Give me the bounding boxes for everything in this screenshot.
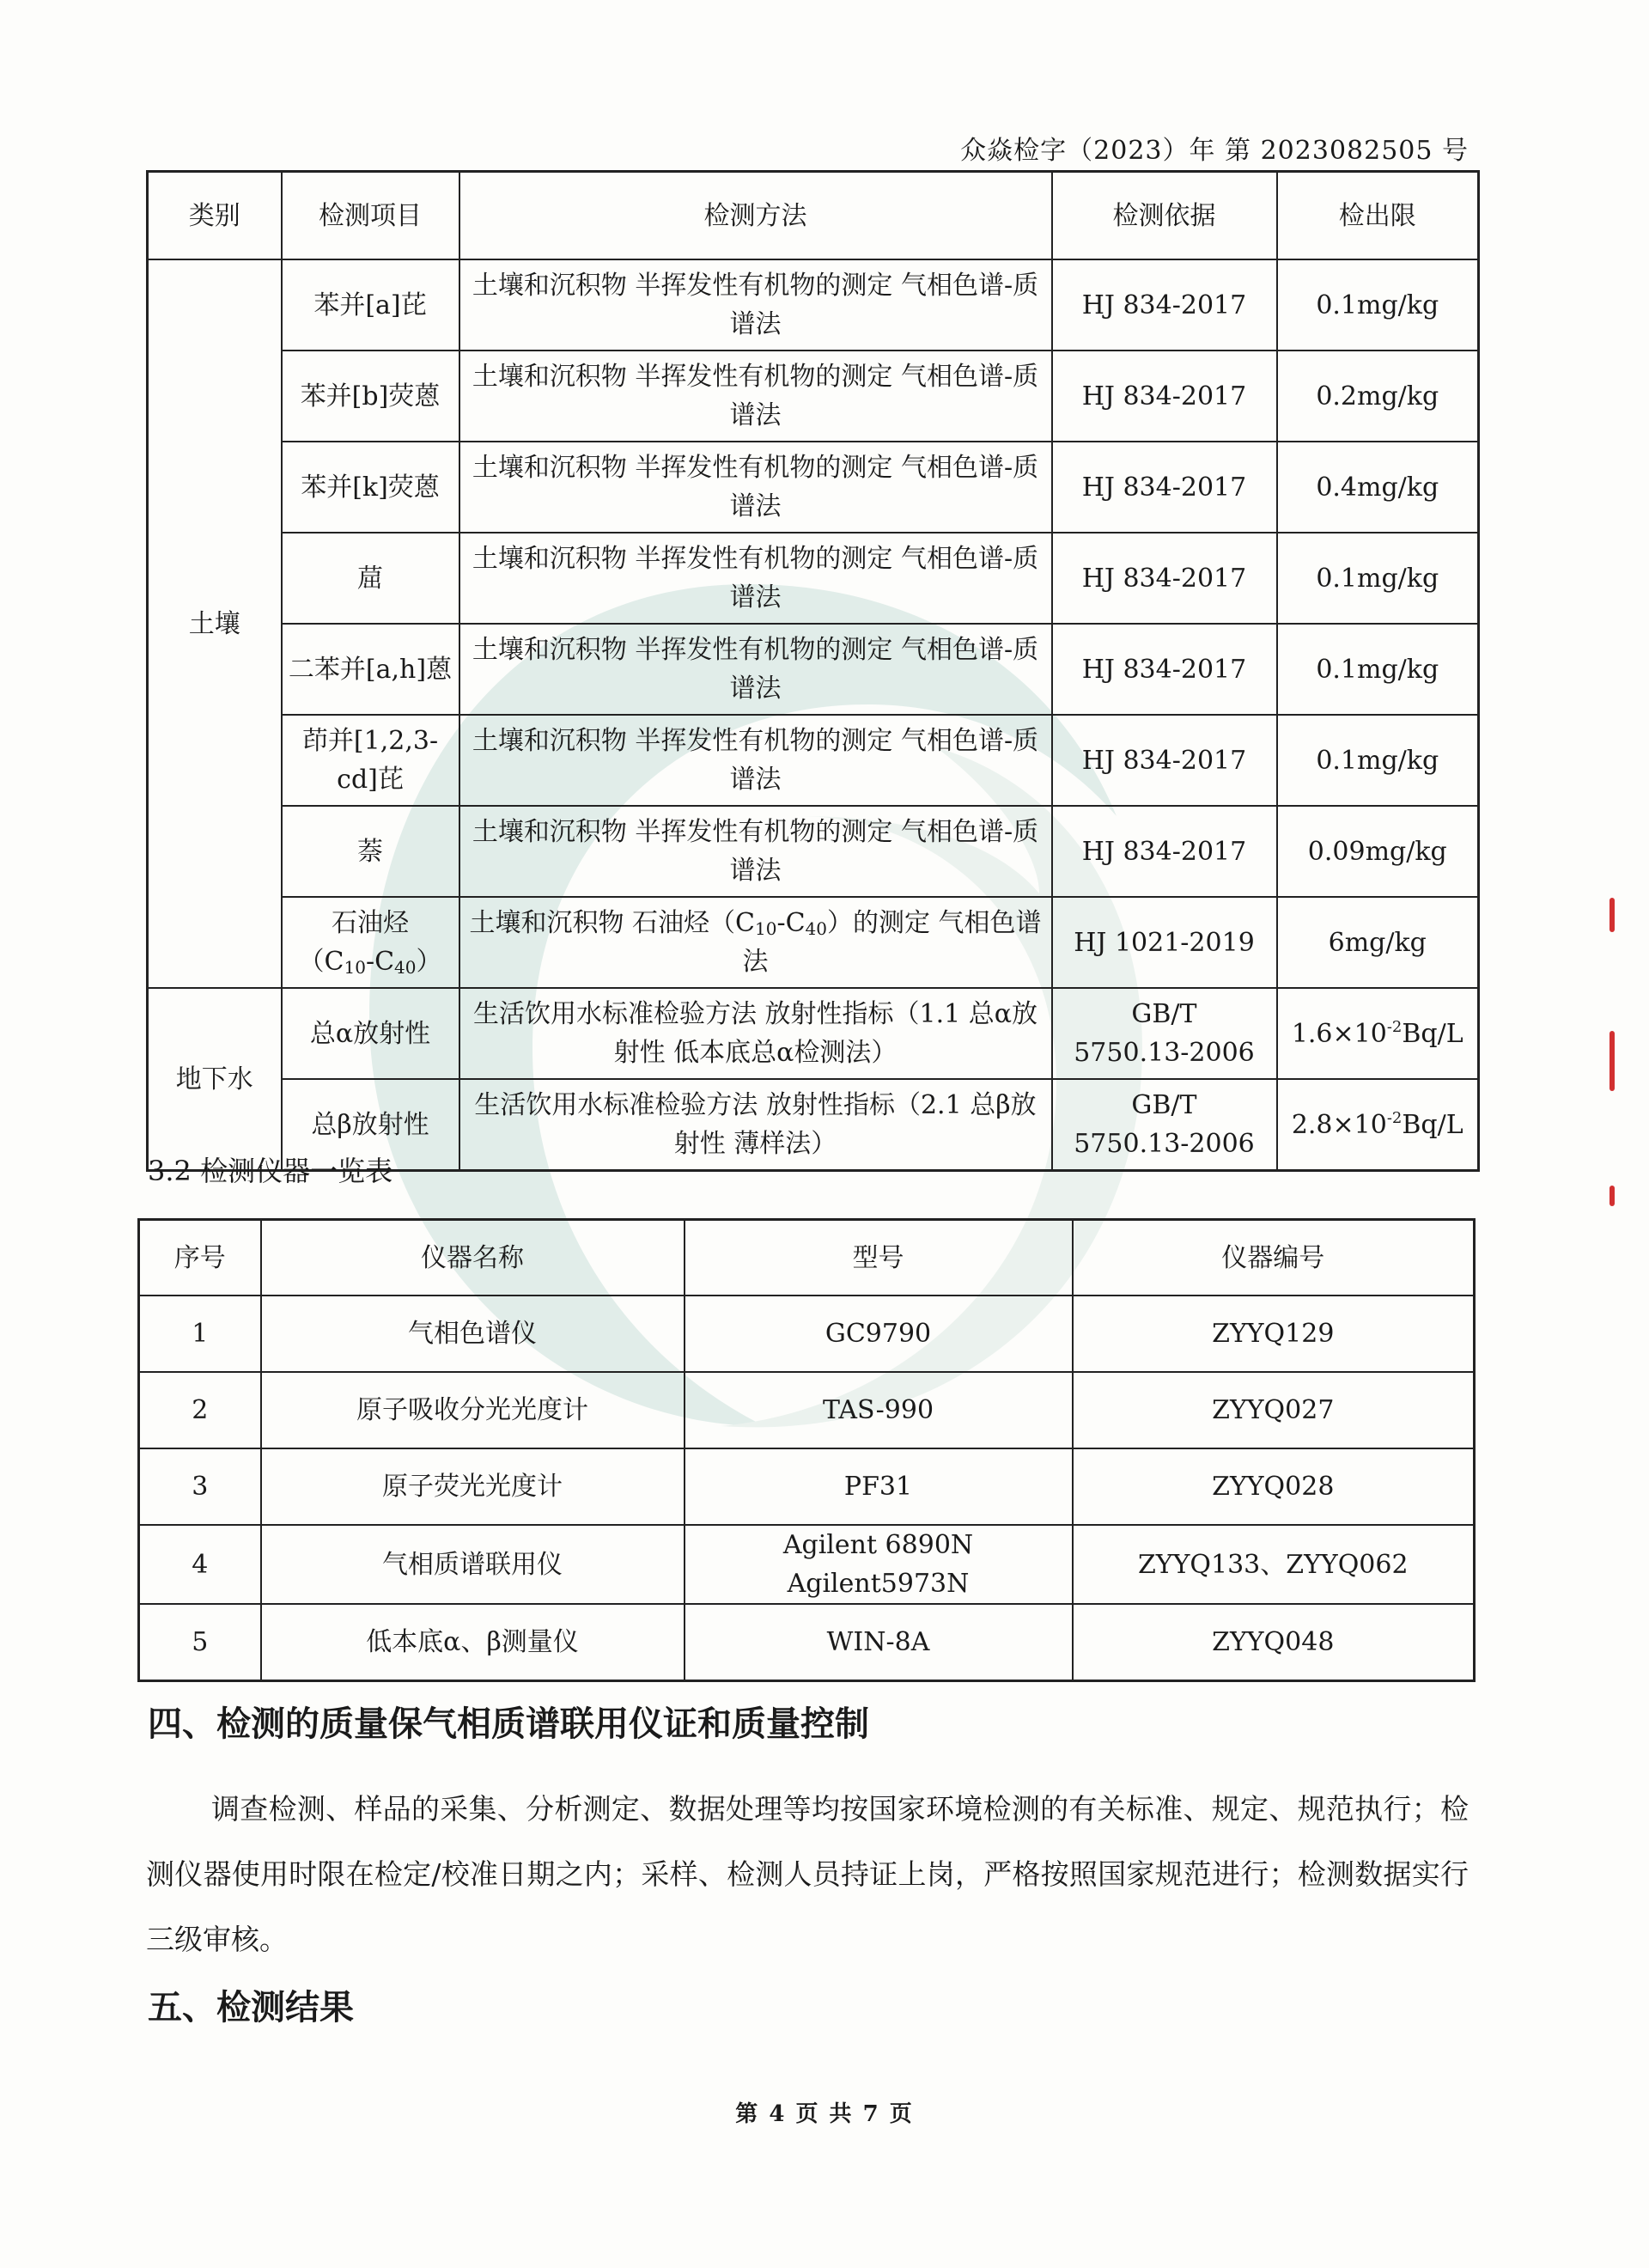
item-cell: 总α放射性 [282,988,459,1079]
table-row [148,624,1479,715]
no-cell: 3 [139,1448,261,1525]
basis-cell: HJ 834-2017 [1052,533,1277,624]
name-cell: 气相质谱联用仪 [261,1525,685,1604]
method-sub-1: 10 [754,918,777,939]
limit-exponent: -2 [1386,1108,1403,1127]
limit-base: 2.8×10 [1291,1109,1387,1140]
method-cell: 土壤和沉积物 石油烃$(C_{10}-C_{40})$的测定 气相色谱法 [459,897,1052,988]
method-cell: 土壤和沉积物 半挥发性有机物的测定 气相色谱-质谱法 [459,806,1052,897]
name-cell: 低本底α、β测量仪 [261,1604,685,1681]
code-cell: ZYYQ129 [1073,1296,1475,1372]
basis-line-2: 5750.13-2006 [1074,1038,1255,1068]
header-name: 仪器名称 [261,1220,685,1296]
basis-cell [1052,988,1277,1079]
header-code: 仪器编号 [1073,1220,1475,1296]
item-main: 石油烃 [332,908,409,938]
no-cell: 2 [139,1372,261,1448]
section-3-2-title: 3.2 检测仪器一览表 [148,1155,393,1187]
model-cell: TAS-990 [685,1372,1073,1448]
item-cell: 䓛 [282,533,459,624]
basis-cell: HJ 834-2017 [1052,442,1277,533]
method-cell: 土壤和沉积物 半挥发性有机物的测定 气相色谱-质谱法 [459,624,1052,715]
section-4-paragraph: 调查检测、样品的采集、分析测定、数据处理等均按国家环境检测的有关标准、规定、规范执行；检测仪器使用时限在检定/校准日期之内；采样、检测人员持证上岗，严格按照国家规范进行；检测数据实行三级审核。 [146,1792,1469,1956]
instrument-header-row [139,1220,1475,1296]
table-row [148,259,1479,351]
table-row [139,1525,1475,1604]
code-cell: ZYYQ028 [1073,1448,1475,1525]
limit-cell [1277,988,1479,1079]
limit-base: 1.6×10 [1291,1018,1387,1049]
basis-cell: HJ 834-2017 [1052,351,1277,442]
table-row [148,442,1479,533]
methods-header-row [148,172,1479,260]
no-cell: 4 [139,1525,261,1604]
name-cell: 气相色谱仪 [261,1296,685,1372]
limit-cell: 0.1mg/kg [1277,624,1479,715]
limit-cell: 0.1mg/kg [1277,533,1479,624]
item-cell: 苯并[k]荧蒽 [282,442,459,533]
header-method: 检测方法 [459,172,1052,260]
limit-cell: 0.4mg/kg [1277,442,1479,533]
no-cell: 5 [139,1604,261,1681]
limit-cell: 0.2mg/kg [1277,351,1479,442]
no-cell: 1 [139,1296,261,1372]
section-4-title: 四、检测的质量保气相质谱联用仪证和质量控制 [148,1704,869,1744]
category-cell: 地下水 [148,988,282,1171]
header-basis: 检测依据 [1052,172,1277,260]
page-number: 第 4 页 共 7 页 [735,2101,914,2127]
item-cell: 苯并[a]芘 [282,259,459,351]
limit-cell [1277,1079,1479,1171]
header-item: 检测项目 [282,172,459,260]
basis-cell: HJ 834-2017 [1052,806,1277,897]
table-row [148,806,1479,897]
model-cell: PF31 [685,1448,1073,1525]
instrument-table [137,1218,1476,1682]
item-cell [282,897,459,988]
basis-cell: HJ 834-2017 [1052,259,1277,351]
model-cell: GC9790 [685,1296,1073,1372]
header-no: 序号 [139,1220,261,1296]
scan-edge-mark [1609,898,1615,932]
basis-cell: HJ 1021-2019 [1052,897,1277,988]
code-cell: ZYYQ133、ZYYQ062 [1073,1525,1475,1604]
item-cell: 茚并[1,2,3-cd]芘 [282,715,459,806]
method-text-mid: -C [776,908,806,938]
limit-unit: Bq/L [1402,1018,1463,1049]
limit-exponent: -2 [1386,1017,1403,1036]
method-cell: 土壤和沉积物 半挥发性有机物的测定 气相色谱-质谱法 [459,351,1052,442]
table-row [148,351,1479,442]
method-cell: 土壤和沉积物 半挥发性有机物的测定 气相色谱-质谱法 [459,533,1052,624]
header-category: 类别 [148,172,282,260]
category-cell: 土壤 [148,259,282,988]
item-cell: 萘 [282,806,459,897]
table-row [148,533,1479,624]
code-cell: ZYYQ027 [1073,1372,1475,1448]
basis-cell [1052,1079,1277,1171]
basis-cell: HJ 834-2017 [1052,624,1277,715]
basis-line-1: GB/T [1131,999,1197,1029]
methods-table [146,170,1480,1172]
table-row [148,897,1479,988]
limit-cell: 0.1mg/kg [1277,715,1479,806]
header-model: 型号 [685,1220,1073,1296]
item-cell: 总β放射性 [282,1079,459,1171]
basis-line-2: 5750.13-2006 [1074,1129,1255,1159]
method-cell: 土壤和沉积物 半挥发性有机物的测定 气相色谱-质谱法 [459,259,1052,351]
item-sub: $(C_{10}-C_{40})$ [298,947,442,978]
method-text-post: ）的测定 气相色谱法 [742,908,1042,977]
name-cell: 原子吸收分光光度计 [261,1372,685,1448]
method-cell: 土壤和沉积物 半挥发性有机物的测定 气相色谱-质谱法 [459,715,1052,806]
method-cell: 生活饮用水标准检验方法 放射性指标（1.1 总α放射性 低本底总α检测法） [459,988,1052,1079]
table-row [139,1372,1475,1448]
limit-cell: 6mg/kg [1277,897,1479,988]
method-sub-2: 40 [805,918,827,939]
limit-cell: 0.09mg/kg [1277,806,1479,897]
model-cell: Agilent 6890N Agilent5973N [685,1525,1073,1604]
table-row [139,1296,1475,1372]
limit-cell: 0.1mg/kg [1277,259,1479,351]
item-cell: 二苯并[a,h]蒽 [282,624,459,715]
model-cell: WIN-8A [685,1604,1073,1681]
limit-unit: Bq/L [1402,1109,1463,1140]
method-cell: 土壤和沉积物 半挥发性有机物的测定 气相色谱-质谱法 [459,442,1052,533]
basis-line-1: GB/T [1131,1090,1197,1120]
scan-edge-mark [1609,1186,1615,1206]
subscript-40: 40 [394,957,417,978]
table-row [139,1448,1475,1525]
item-cell: 苯并[b]荧蒽 [282,351,459,442]
name-cell: 原子荧光光度计 [261,1448,685,1525]
table-row [148,988,1479,1079]
code-cell: ZYYQ048 [1073,1604,1475,1681]
scan-edge-mark [1609,1031,1615,1091]
header-limit: 检出限 [1277,172,1479,260]
section-5-title: 五、检测结果 [148,1987,354,2027]
table-row [139,1604,1475,1681]
report-number: 众焱检字（2023）年 第 2023082505 号 [960,136,1469,166]
table-row [148,715,1479,806]
subscript-10: 10 [344,957,366,978]
basis-cell: HJ 834-2017 [1052,715,1277,806]
method-text-pre: 土壤和沉积物 石油烃（ [469,908,736,938]
method-cell: 生活饮用水标准检验方法 放射性指标（2.1 总β放射性 薄样法） [459,1079,1052,1171]
